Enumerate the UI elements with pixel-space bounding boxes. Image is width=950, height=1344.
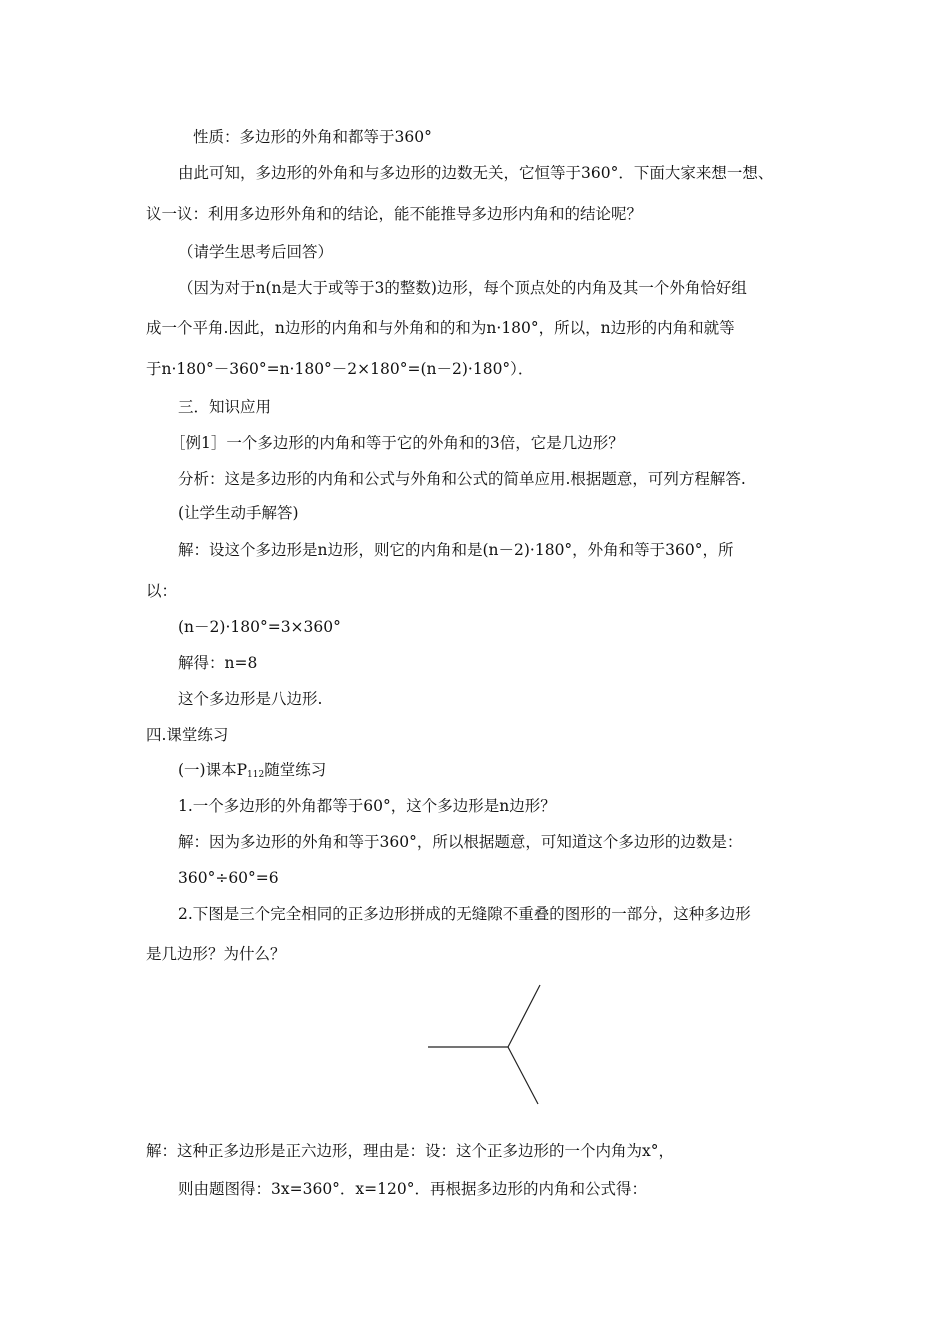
solution-line: 以： [146, 582, 178, 600]
section-heading: 三．知识应用 [178, 398, 272, 416]
paragraph-line: 成一个平角.因此，n边形的内角和与外角和的和为n·180°，所以，n边形的内角和就等 [146, 319, 735, 337]
section-heading: 四.课堂练习 [146, 726, 229, 744]
figure-edge-upper [508, 985, 540, 1047]
example-line: ［例1］一个多边形的内角和等于它的外角和的3倍，它是几边形？ [170, 434, 624, 452]
equation-line: (n－2)·180°=3×360° [178, 618, 341, 636]
equation-line: 360°÷60°=6 [178, 869, 279, 887]
paragraph-line: 于n·180°－360°=n·180°－2×180°=(n－2)·180°）． [146, 360, 534, 378]
exercise-question: 2.下图是三个完全相同的正多边形拼成的无缝隙不重叠的图形的一部分，这种多边形 [178, 905, 751, 923]
property-statement: 性质：多边形的外角和都等于360° [193, 128, 432, 146]
paragraph-line: 议一议：利用多边形外角和的结论，能不能推导多边形内角和的结论呢？ [146, 205, 643, 223]
solution-line: 则由题图得：3x=360°．x=120°．再根据多边形的内角和公式得： [178, 1180, 647, 1198]
polygon-vertex-figure [420, 980, 550, 1110]
exercise-question: 1.一个多边形的外角都等于60°，这个多边形是n边形？ [178, 797, 556, 815]
exercise-question: 是几边形？为什么？ [146, 945, 286, 963]
analysis-line: 分析：这是多边形的内角和公式与外角和公式的简单应用.根据题意，可列方程解答. [178, 470, 746, 488]
solution-line: 解：因为多边形的外角和等于360°，所以根据题意，可知道这个多边形的边数是： [178, 833, 743, 851]
conclusion-line: 这个多边形是八边形. [178, 690, 323, 708]
figure-edge-lower [508, 1047, 538, 1104]
result-line: 解得：n=8 [178, 654, 258, 672]
paragraph-line: （因为对于n(n是大于或等于3的整数)边形，每个顶点处的内角及其一个外角恰好组 [178, 279, 747, 297]
instruction-line: (让学生动手解答) [178, 504, 299, 522]
solution-line: 解：这种正多边形是正六边形，理由是：设：这个正多边形的一个内角为x°， [146, 1142, 674, 1160]
instruction-line: （请学生思考后回答） [178, 243, 334, 261]
paragraph-line: 由此可知，多边形的外角和与多边形的边数无关，它恒等于360°．下面大家来想一想、 [178, 164, 774, 182]
solution-line: 解：设这个多边形是n边形，则它的内角和是(n－2)·180°，外角和等于360°，所 [178, 541, 734, 559]
exercise-heading: (一)课本$P_{112}$随堂练习 [178, 761, 327, 780]
